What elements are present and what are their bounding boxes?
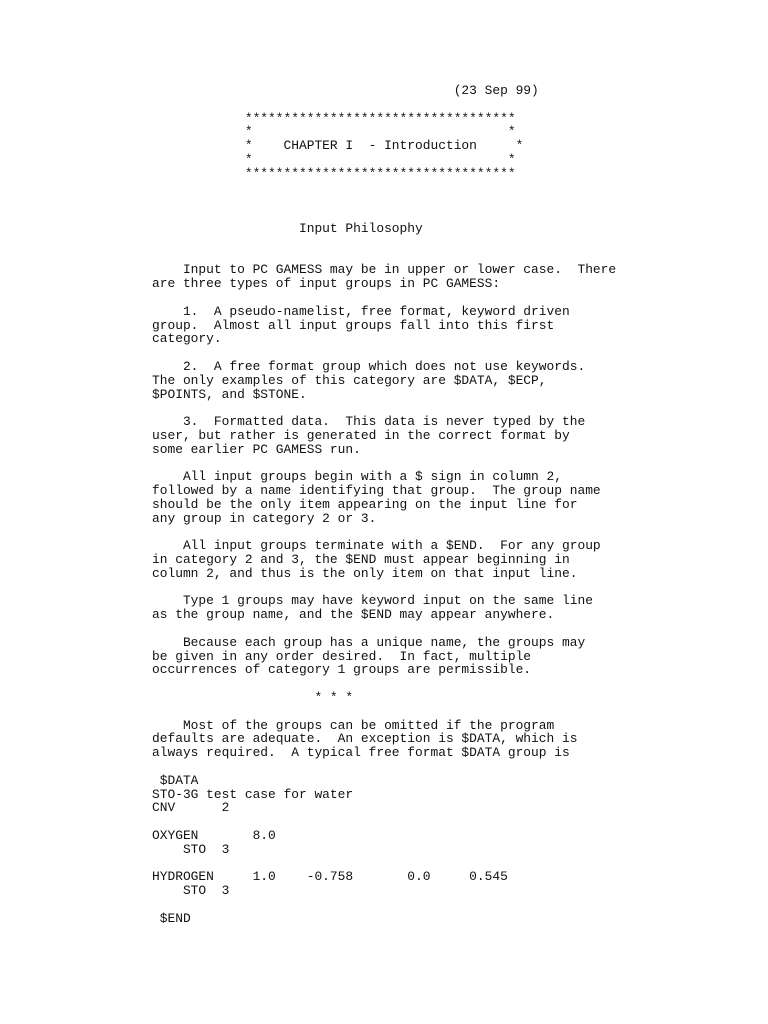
blank-line bbox=[152, 526, 616, 540]
text-line: The only examples of this category are $DATA, $ECP, bbox=[152, 372, 547, 388]
blank-line bbox=[152, 457, 616, 471]
blank-line bbox=[152, 622, 616, 636]
text-line: STO 3 bbox=[152, 883, 230, 899]
text-line: OXYGEN 8.0 bbox=[152, 828, 276, 844]
blank-line bbox=[152, 401, 616, 415]
text-line: group. Almost all input groups fall into this first bbox=[152, 317, 555, 333]
text-line: CNV 2 bbox=[152, 800, 230, 816]
blank-line bbox=[152, 857, 616, 871]
blank-line bbox=[152, 581, 616, 595]
text-line: All input groups begin with a $ sign in column 2, bbox=[152, 469, 562, 485]
text-line: * * bbox=[152, 124, 516, 140]
text-line: * * * bbox=[152, 690, 354, 706]
text-line: HYDROGEN 1.0 -0.758 0.0 0.545 bbox=[152, 869, 508, 885]
text-line: user, but rather is generated in the correct format by bbox=[152, 427, 570, 443]
blank-line bbox=[152, 346, 616, 360]
text-line: *********************************** bbox=[152, 110, 516, 126]
blank-line bbox=[152, 677, 616, 691]
blank-line bbox=[152, 291, 616, 305]
text-line: as the group name, and the $END may appear anywhere. bbox=[152, 607, 555, 623]
blank-line bbox=[152, 250, 616, 264]
text-line: Input Philosophy bbox=[152, 220, 423, 236]
text-line: * CHAPTER I - Introduction * bbox=[152, 138, 524, 154]
blank-line bbox=[152, 236, 616, 250]
blank-line bbox=[152, 208, 616, 222]
text-line: 2. A free format group which does not use keywords. bbox=[152, 358, 586, 374]
text-line: be given in any order desired. In fact, multiple bbox=[152, 648, 532, 664]
text-line: $END bbox=[152, 910, 191, 926]
text-line: STO 3 bbox=[152, 841, 230, 857]
text-line: occurrences of category 1 groups are permissible. bbox=[152, 662, 532, 678]
blank-line bbox=[152, 898, 616, 912]
text-line: All input groups terminate with a $END. For any group bbox=[152, 538, 601, 554]
blank-line bbox=[152, 98, 616, 112]
text-line: Type 1 groups may have keyword input on the same line bbox=[152, 593, 593, 609]
text-line: 1. A pseudo-namelist, free format, keyword driven bbox=[152, 303, 570, 319]
text-line: category. bbox=[152, 331, 222, 347]
document-body bbox=[152, 84, 616, 926]
text-line: Most of the groups can be omitted if the program bbox=[152, 717, 555, 733]
text-line: defaults are adequate. An exception is $DATA, which is bbox=[152, 731, 578, 747]
text-line: 3. Formatted data. This data is never typed by the bbox=[152, 414, 586, 430]
text-line: $POINTS, and $STONE. bbox=[152, 386, 307, 402]
text-line: are three types of input groups in PC GAMESS: bbox=[152, 276, 501, 292]
blank-line bbox=[152, 815, 616, 829]
blank-line bbox=[152, 181, 616, 195]
blank-line bbox=[152, 194, 616, 208]
text-line: (23 Sep 99) bbox=[152, 83, 539, 98]
text-line: Input to PC GAMESS may be in upper or lower case. There bbox=[152, 262, 617, 278]
text-line: Because each group has a unique name, the groups may bbox=[152, 634, 586, 650]
text-line: some earlier PC GAMESS run. bbox=[152, 441, 361, 457]
text-line: $DATA bbox=[152, 772, 199, 788]
blank-line bbox=[152, 705, 616, 719]
text-line: followed by a name identifying that group. The group name bbox=[152, 483, 601, 499]
blank-line bbox=[152, 760, 616, 774]
text-line: STO-3G test case for water bbox=[152, 786, 354, 802]
text-line: any group in category 2 or 3. bbox=[152, 510, 377, 526]
text-line: should be the only item appearing on the input line for bbox=[152, 496, 578, 512]
text-line: column 2, and thus is the only item on that input line. bbox=[152, 565, 578, 581]
text-line: * * bbox=[152, 151, 516, 167]
text-line: in category 2 and 3, the $END must appear beginning in bbox=[152, 552, 570, 568]
text-line: *********************************** bbox=[152, 165, 516, 181]
text-line: always required. A typical free format $DATA group is bbox=[152, 745, 570, 761]
